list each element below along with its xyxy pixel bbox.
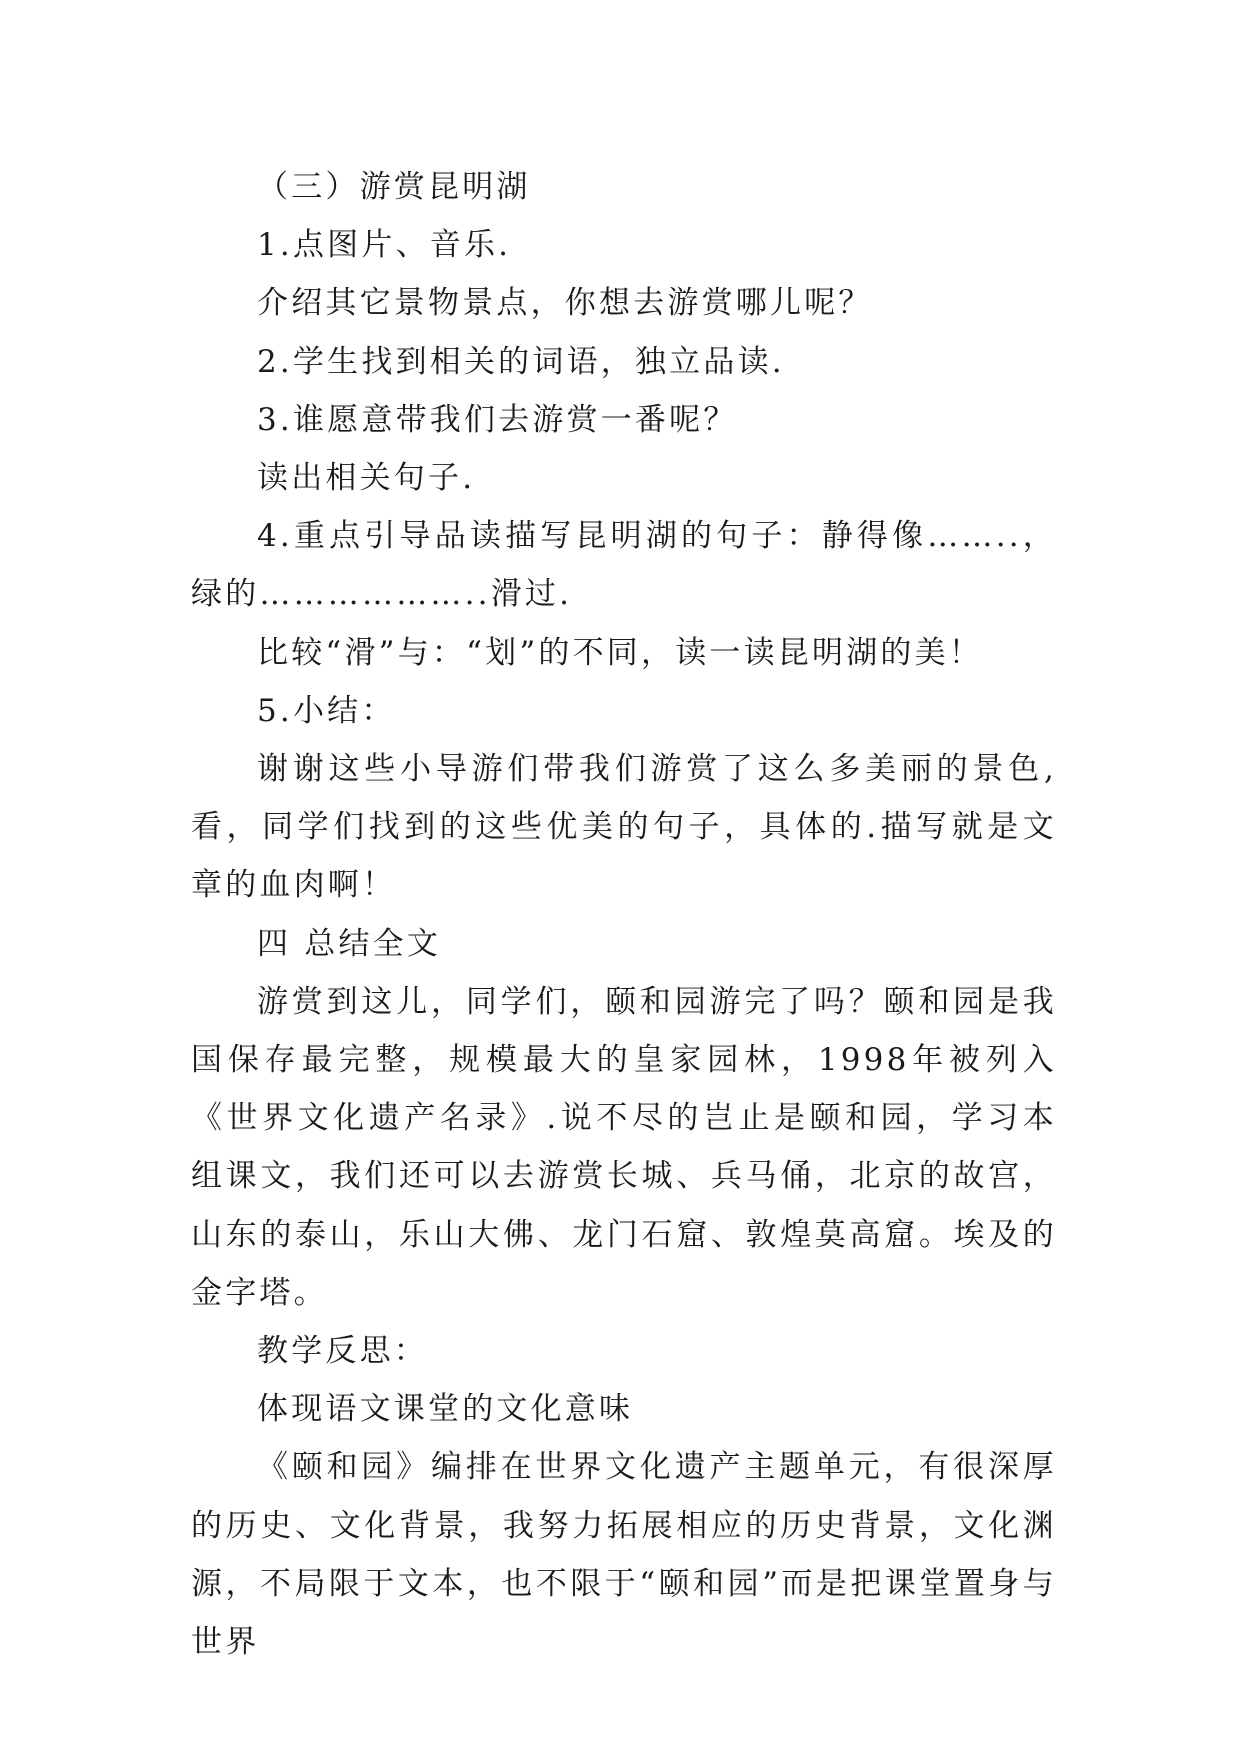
section-heading-kunming-lake: （三）游赏昆明湖 xyxy=(257,169,531,205)
read-sentences-paragraph: 读出相关句子. xyxy=(257,460,476,497)
conclusion-paragraph: 游赏到这儿，同学们，颐和园游完了吗？颐和园是我国保存最完整，规模最大的皇家园林，1998年被列入《世界文化遗产名录》.说不尽的岂止是颐和园，学习本组课文，我们还可以去游赏长城、兵马俑，北京的故宫，山东的泰山，乐山大佛、龙门石窟、敦煌莫高窟。埃及的金字塔。 xyxy=(191,983,1057,1311)
step-2-paragraph: 2.学生找到相关的词语，独立品读. xyxy=(257,343,785,380)
reflection-subtitle: 体现语文课堂的文化意味 xyxy=(257,1391,634,1428)
summary-paragraph: 谢谢这些小导游们带我们游赏了这么多美丽的景色,看，同学们找到的这些优美的句子，具体的.描写就是文章的血肉啊！ xyxy=(191,751,1057,904)
document-body xyxy=(191,158,1057,1671)
step-1-paragraph: 1.点图片、音乐. xyxy=(257,227,512,264)
reflection-heading: 教学反思： xyxy=(257,1333,428,1370)
compare-paragraph: 比较“滑”与：“划”的不同，读一读昆明湖的美！ xyxy=(257,634,983,671)
reflection-paragraph: 《颐和园》编排在世界文化遗产主题单元，有很深厚的历史、文化背景，我努力拓展相应的历史背景，文化渊源，不局限于文本，也不限于“颐和园”而是把课堂置身与世界 xyxy=(191,1449,1057,1661)
intro-paragraph: 介绍其它景物景点，你想去游赏哪儿呢？ xyxy=(257,285,873,322)
step-4-paragraph: 4.重点引导品读描写昆明湖的句子：静得像……..，绿的………………..滑过. xyxy=(191,518,1057,613)
step-3-paragraph: 3.谁愿意带我们去游赏一番呢？ xyxy=(257,401,738,438)
section-heading-conclusion: 四 总结全文 xyxy=(257,925,442,962)
step-5-paragraph: 5.小结： xyxy=(257,692,396,729)
